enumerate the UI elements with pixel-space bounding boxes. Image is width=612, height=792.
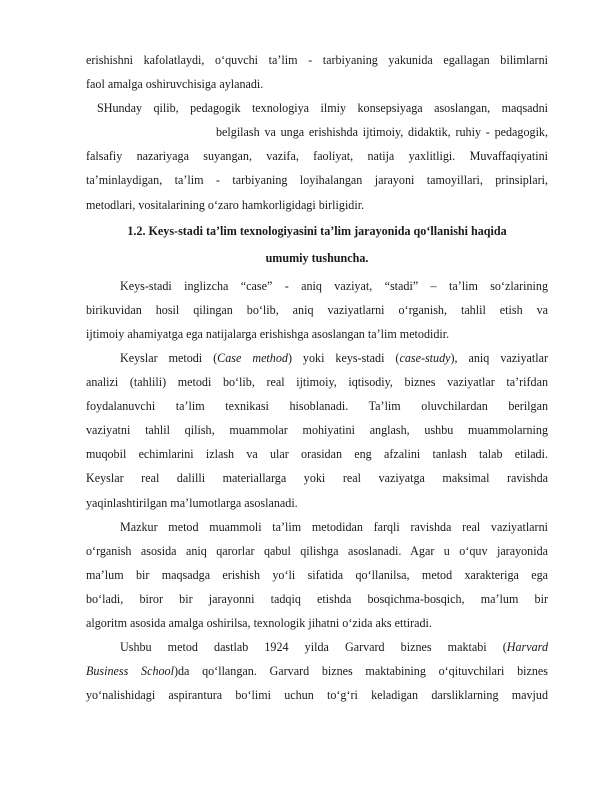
text-line: falsafiy nazariyaga suyangan, vazifa, faoliyat, natija yaxlitligi. Muvaffaqiyatini: [86, 149, 548, 164]
text-line: [86, 635, 548, 659]
document-page: [86, 48, 548, 707]
italic-term: case-study: [399, 350, 451, 365]
text-line: vaziyatni tahlil qilish, muammolar mohiyatini anglash, ushbu muammolarning: [86, 423, 548, 438]
italic-term: Harvard: [506, 640, 548, 655]
text-fragment: ijtimoiy ahamiyatga ega natijalarga erishishga asoslangan ta’lim metodidir.: [86, 326, 450, 341]
text-line: foydalanuvchi ta’lim texnikasi hisoblanadi. Ta’lim oluvchilardan berilgan: [86, 399, 548, 414]
text-line: muqobil echimlarini izlash va ular orasidan eng afzalini tanlash talab etiladi.: [86, 447, 548, 462]
paragraph-3: [86, 515, 548, 635]
text-line: belgilash va unga erishishda ijtimoiy, didaktik, ruhiy - pedagogik,: [216, 125, 548, 140]
text-fragment: Keyslar metodi (: [120, 350, 218, 365]
text-line: o‘rganish asosida aniq qarorlar qabul qilishga asoslanadi. Agar u o‘quv jarayonida: [86, 543, 548, 558]
text-line: Keyslar real dalilli materiallarga yoki real vaziyatga maksimal ravishda: [86, 471, 548, 486]
text-fragment: Ushbu metod dastlab 1924 yilda Garvard biznes maktabi (: [120, 640, 507, 655]
paragraph-2: [86, 346, 548, 515]
text-fragment: ) yoki keys-stadi (: [287, 350, 400, 365]
text-line: analizi (tahlili) metodi bo‘lib, real ijtimoiy, iqtisodiy, biznes vaziyatlar ta’rifdan: [86, 375, 548, 390]
section-heading-line: 1.2. Keys-stadi ta’lim texnologiyasini ta’lim jarayonida qo‘llanishi haqida: [127, 223, 507, 238]
paragraph-1: [86, 274, 548, 346]
section-heading: [86, 218, 548, 272]
text-line: SHunday qilib, pedagogik texnologiya ilmiy konsepsiyaga asoslangan, maqsadni: [97, 101, 548, 116]
text-line: birikuvidan hosil qilingan bo‘lib, aniq vaziyatlarni o‘rganish, tahlil etish va: [86, 302, 548, 317]
text-line: Mazkur metod muammoli ta’lim metodidan farqli ravishda real vaziyatlarni: [120, 519, 548, 534]
text-line: [86, 346, 548, 370]
text-line: metodlari, vositalarining o‘zaro hamkorligidagi birligidir.: [86, 197, 365, 212]
text-line: Keys-stadi inglizcha “case” - aniq vaziyat, “stadi” – ta’lim so‘zlarining: [120, 278, 548, 293]
text-line: ta’minlaydigan, ta’lim - tarbiyaning loyihalangan jarayoni tamoyillari, prinsiplari,: [86, 173, 548, 188]
text-fragment: )da qo‘llangan. Garvard biznes maktabining o‘qituvchilari biznes: [173, 664, 548, 679]
text-line: ma’lum bir maqsadga erishish yo‘li sifatida qo‘llanilsa, metod xarakteriga ega: [86, 567, 548, 582]
paragraph-4: [86, 635, 548, 707]
text-line: yo‘nalishidagi aspirantura bo‘limi uchun to‘g‘ri keladigan darsliklarning mavjud: [86, 688, 548, 703]
text-line: [86, 659, 548, 683]
text-line: algoritm asosida amalga oshirilsa, texnologik jihatni o‘zida aks ettiradi.: [86, 615, 432, 630]
text-line: bo‘ladi, biror bir jarayonni tadqiq etishda bosqichma-bosqich, ma’lum bir: [86, 591, 548, 606]
text-line: [86, 322, 548, 346]
text-fragment: ), aniq vaziyatlar: [450, 350, 548, 365]
italic-term: Case method: [217, 350, 288, 365]
text-line: yaqinlashtirilgan ma’lumotlarga asoslanadi.: [86, 495, 298, 510]
text-line: faol amalga oshiruvchisiga aylanadi.: [86, 77, 264, 92]
italic-term: Business School: [86, 664, 174, 679]
text-line: erishishni kafolatlaydi, o‘quvchi ta’lim - tarbiyaning yakunida egallagan bilimlarni: [86, 53, 548, 67]
section-heading-line: umumiy tushuncha.: [265, 250, 369, 265]
